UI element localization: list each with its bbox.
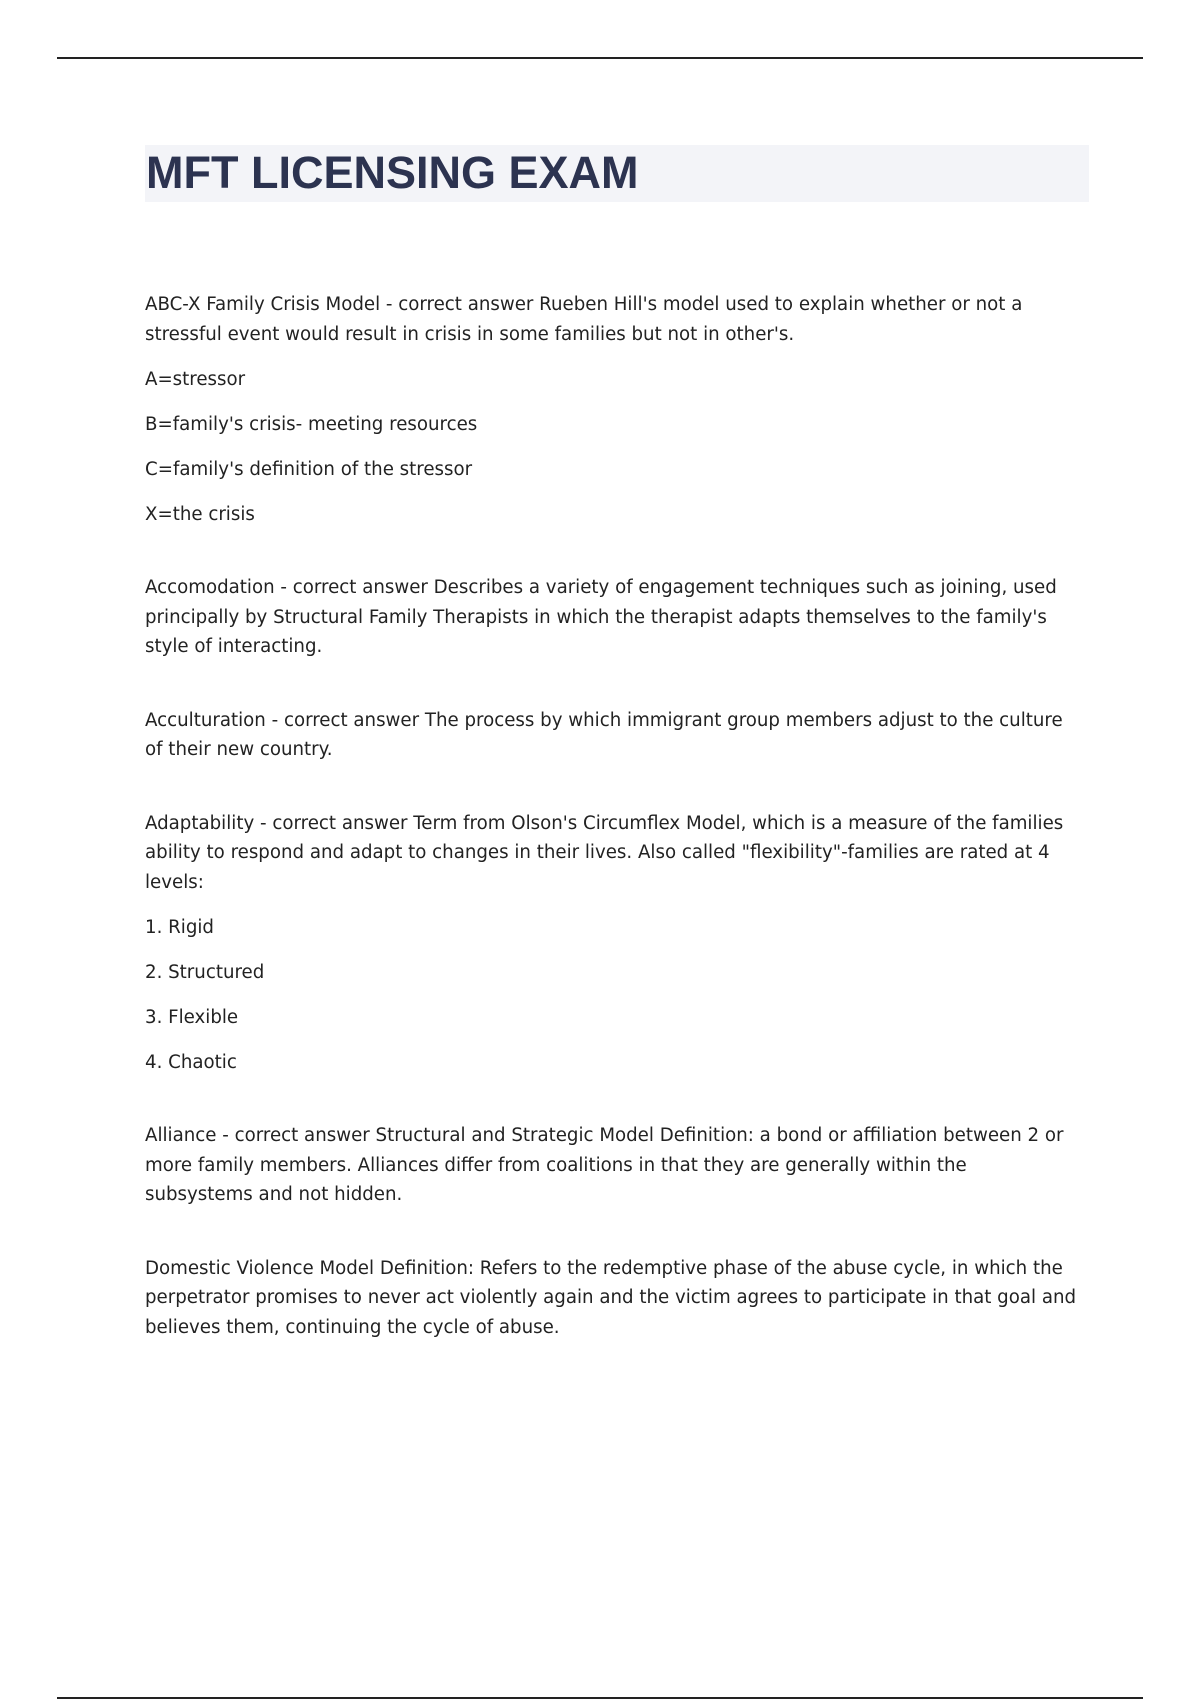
entry-text: ABC-X Family Crisis Model - correct answer Rueben Hill's model used to explain whether or not a stressful event would result in crisis in some families but not in other's. xyxy=(145,294,1023,345)
entry-adaptability xyxy=(145,809,1080,1078)
page-title: MFT LICENSING EXAM xyxy=(146,147,639,198)
entry-item: 4. Chaotic xyxy=(145,1051,237,1073)
entry-acculturation xyxy=(145,706,1080,765)
entry-item: C=family's definition of the stressor xyxy=(145,458,473,480)
entry-item: X=the crisis xyxy=(145,503,255,525)
document-body xyxy=(145,290,1080,1358)
entry-text: Acculturation - correct answer The process by which immigrant group members adjust to the culture of their new country. xyxy=(145,709,1063,760)
entry-text: Alliance - correct answer Structural and Strategic Model Definition: a bond or affiliation between 2 or more family members. Alliances differ from coalitions in that they are generally within the subsystems and not hidden. xyxy=(145,1125,1064,1205)
entry-abc-x-model xyxy=(145,290,1080,529)
entry-alliance xyxy=(145,1121,1080,1210)
entry-item: 1. Rigid xyxy=(145,916,214,938)
entry-item: B=family's crisis- meeting resources xyxy=(145,413,478,435)
entry-item: A=stressor xyxy=(145,368,246,390)
entry-text: Adaptability - correct answer Term from Olson's Circumflex Model, which is a measure of the families ability to respond and adapt to changes in their lives. Also called "flexibility"-families are rated at 4 levels: xyxy=(145,812,1064,893)
entry-accomodation xyxy=(145,573,1080,662)
entry-item: 2. Structured xyxy=(145,961,265,983)
entry-item: 3. Flexible xyxy=(145,1006,239,1028)
top-rule xyxy=(57,57,1143,59)
bottom-rule xyxy=(57,1697,1143,1699)
entry-domestic-violence xyxy=(145,1254,1080,1343)
entry-text: Domestic Violence Model Definition: Refers to the redemptive phase of the abuse cycle, in which the perpetrator promises to never act violently again and the victim agrees to participate in that goal and believes them, continuing the cycle of abuse. xyxy=(145,1257,1077,1338)
entry-text: Accomodation - correct answer Describes a variety of engagement techniques such as joining, used principally by Structural Family Therapists in which the therapist adapts themselves to the family's style of interacting. xyxy=(145,577,1057,657)
